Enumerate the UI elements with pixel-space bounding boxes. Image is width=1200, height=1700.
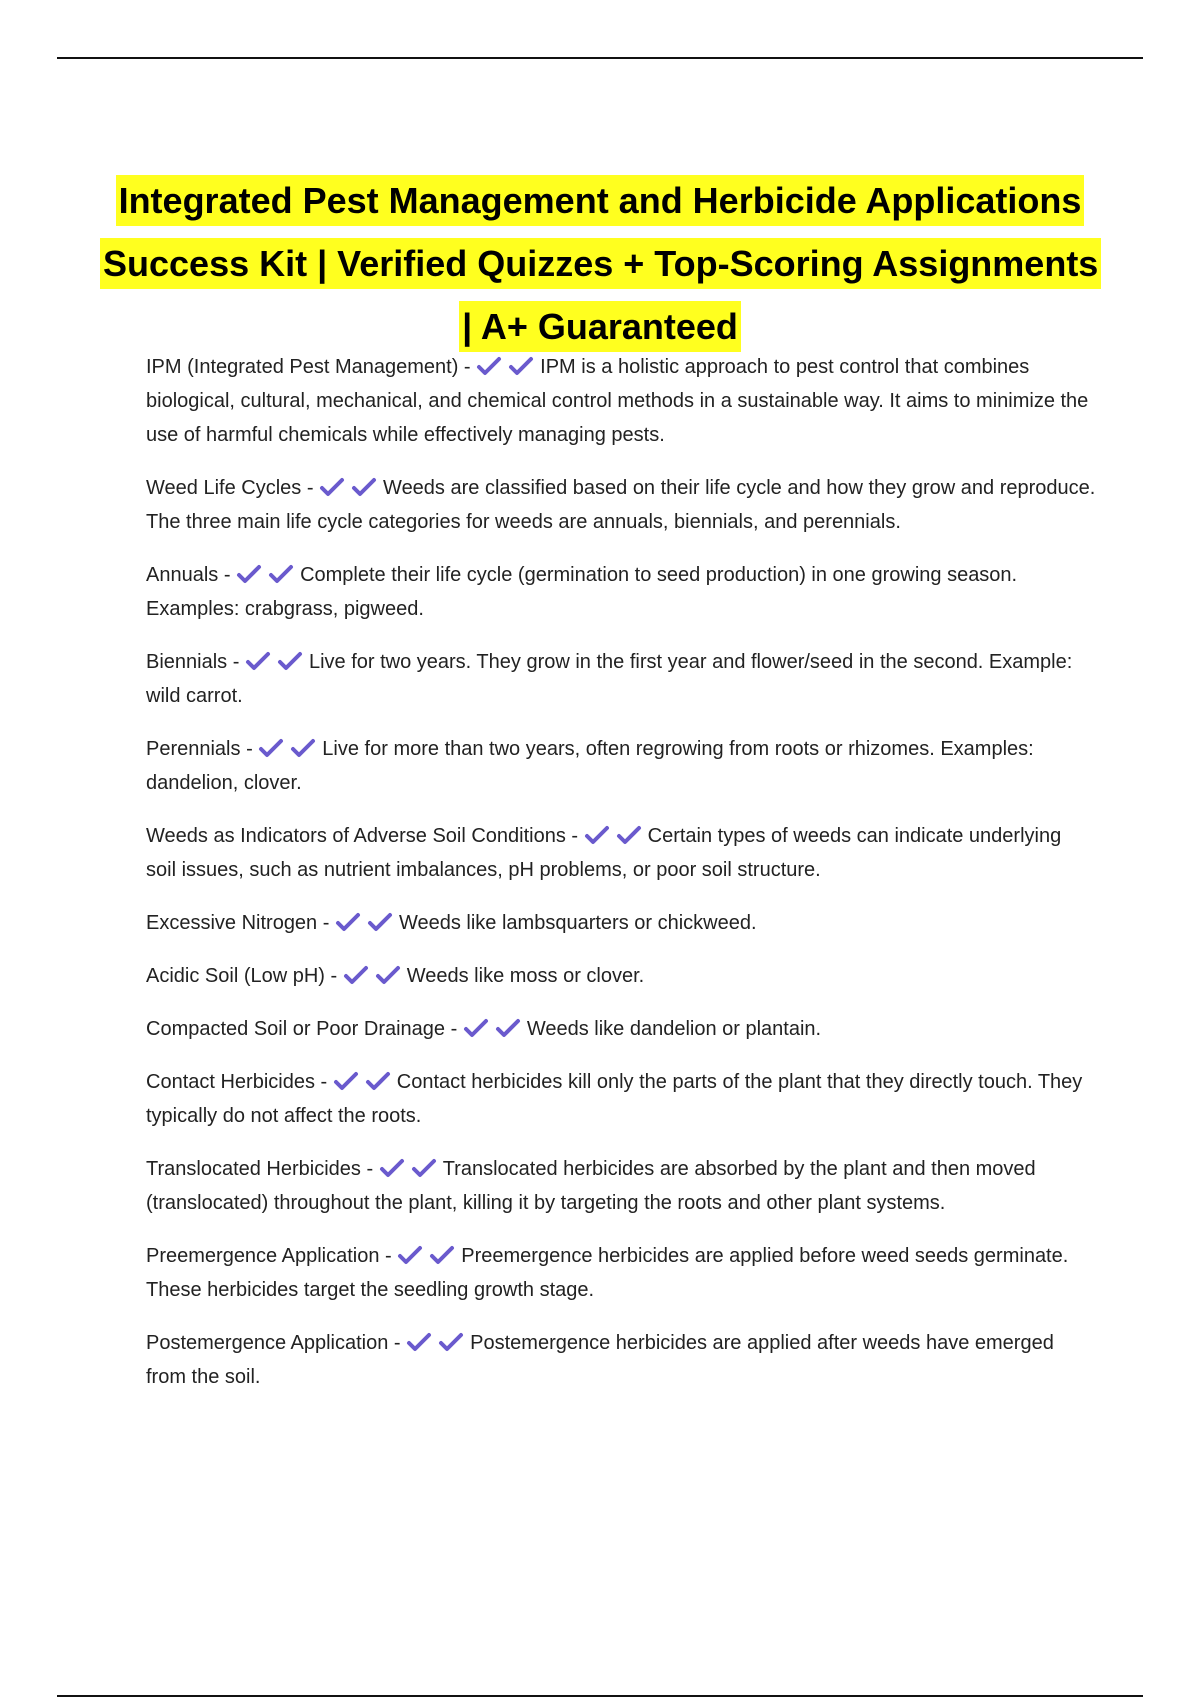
definition-list [146,350,1096,1413]
entry-separator: - [240,738,259,760]
entry-definition: Live for two years. They grow in the first year and flower/seed in the second. Example: wild carrot. [146,651,1073,707]
entry-separator: - [301,477,320,499]
definition-entry [146,1152,1096,1220]
checkmark-icon [277,651,303,671]
checkmark-icon [429,1245,455,1265]
entry-term: Excessive Nitrogen [146,912,318,934]
entry-term: Annuals [146,564,219,586]
definition-entry [146,645,1096,713]
entry-separator: - [445,1018,463,1040]
entry-definition: Weeds like lambsquarters or chickweed. [398,912,757,934]
checkmark-icon [268,564,294,584]
entry-separator: - [379,1245,398,1267]
definition-entry [146,732,1096,800]
checkmark-icon [411,1158,437,1178]
entry-definition: Weeds like moss or clover. [406,965,645,987]
entry-term: Weed Life Cycles [146,477,302,499]
entry-separator: - [218,564,237,586]
entry-definition: Complete their life cycle (germination to seed production) in one growing season. Examples: crabgrass, pigweed. [146,564,1018,620]
definition-entry [146,819,1096,887]
entry-separator: - [314,1071,333,1093]
checkmark-icon [508,356,534,376]
entry-separator: - [317,912,335,934]
entry-definition: Preemergence herbicides are applied before weed seeds germinate. These herbicides target the seedling growth stage. [146,1245,1069,1301]
checkmark-icon [438,1332,464,1352]
checkmark-icon [319,477,345,497]
checkmark-icon [343,965,369,985]
checkmark-icon [335,912,361,932]
definition-entry [146,1065,1096,1133]
entry-definition: Contact herbicides kill only the parts of the plant that they directly touch. They typically do not affect the roots. [146,1071,1083,1127]
entry-term: Weeds as Indicators of Adverse Soil Conditions [146,825,566,847]
definition-entry [146,471,1096,539]
checkmark-icon [290,738,316,758]
checkmark-icon [333,1071,359,1091]
definition-entry [146,906,1096,940]
entry-term: Perennials [146,738,241,760]
entry-definition: Certain types of weeds can indicate underlying soil issues, such as nutrient imbalances, pH problems, or poor soil structure. [146,825,1062,881]
checkmark-icon [375,965,401,985]
definition-entry [146,1012,1096,1046]
entry-separator: - [565,825,584,847]
entry-definition: Translocated herbicides are absorbed by the plant and then moved (translocated) throughout the plant, killing it by targeting the roots and other plant systems. [146,1158,1036,1214]
top-divider [57,57,1143,59]
entry-separator: - [324,965,343,987]
entry-definition: Postemergence herbicides are applied after weeds have emerged from the soil. [146,1332,1054,1388]
checkmark-icon [584,825,610,845]
entry-definition: Weeds are classified based on their life cycle and how they grow and reproduce. The three main life cycle categories for weeds are annuals, biennials, and perennials. [146,477,1096,533]
entry-term: IPM (Integrated Pest Management) [146,356,459,378]
checkmark-icon [406,1332,432,1352]
definition-entry [146,1239,1096,1307]
checkmark-icon [476,356,502,376]
entry-separator: - [458,356,477,378]
entry-definition: IPM is a holistic approach to pest control that combines biological, cultural, mechanical, and chemical control methods in a sustainable way. It aims to minimize the use of harmful chemicals while effectively managing pests. [146,356,1089,446]
definition-entry [146,558,1096,626]
checkmark-icon [397,1245,423,1265]
entry-term: Postemergence Application [146,1332,389,1354]
checkmark-icon [616,825,642,845]
checkmark-icon [379,1158,405,1178]
bottom-divider [57,1695,1143,1697]
page-title [100,169,1100,358]
entry-separator: - [227,651,245,673]
definition-entry [146,350,1096,452]
definition-entry [146,1326,1096,1394]
checkmark-icon [245,651,271,671]
entry-term: Translocated Herbicides [146,1158,361,1180]
entry-definition: Live for more than two years, often regrowing from roots or rhizomes. Examples: dandelion, clover. [146,738,1034,794]
checkmark-icon [351,477,377,497]
checkmark-icon [495,1018,521,1038]
entry-term: Acidic Soil (Low pH) [146,965,325,987]
checkmark-icon [463,1018,489,1038]
page-title-text: Integrated Pest Management and Herbicide Applications Success Kit | Verified Quizzes + Top-Scoring Assignments | A+ Guaranteed [100,175,1101,352]
entry-separator: - [388,1332,407,1354]
entry-separator: - [360,1158,379,1180]
definition-entry [146,959,1096,993]
checkmark-icon [258,738,284,758]
entry-term: Contact Herbicides [146,1071,315,1093]
entry-term: Biennials [146,651,228,673]
entry-definition: Weeds like dandelion or plantain. [526,1018,822,1040]
entry-term: Compacted Soil or Poor Drainage [146,1018,446,1040]
checkmark-icon [365,1071,391,1091]
checkmark-icon [236,564,262,584]
entry-term: Preemergence Application [146,1245,380,1267]
checkmark-icon [367,912,393,932]
